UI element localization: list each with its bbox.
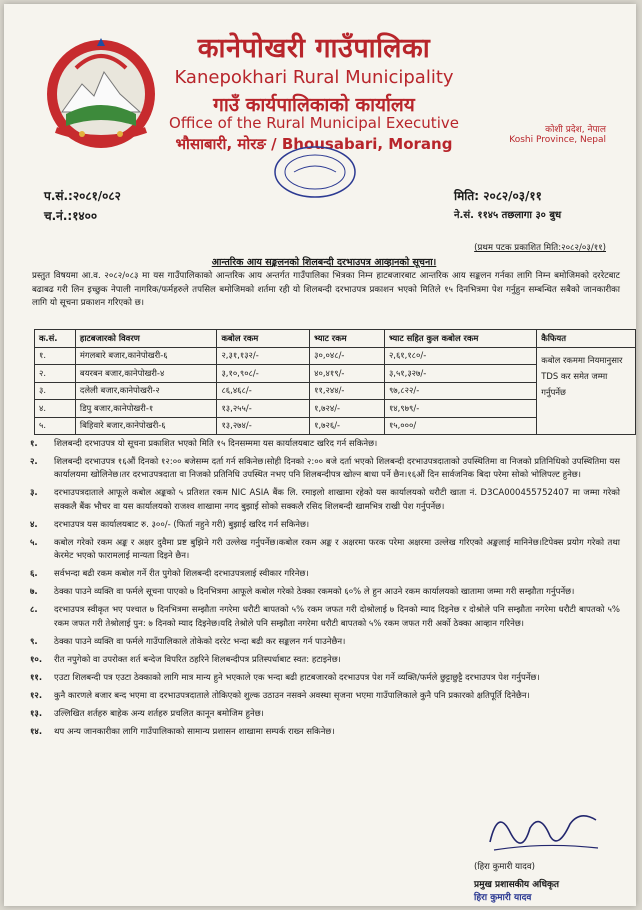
notice-title: आन्तरिक आय सङ्कलनको शिलबन्दी दरभाउपत्र आव्हानको सूचना। (211, 257, 437, 268)
handwritten-signature-icon (484, 802, 604, 860)
condition-number: २. (30, 457, 38, 467)
condition-number: ९. (30, 636, 38, 647)
cell-sn: ५. (35, 417, 76, 435)
condition-text: शिलबन्दी दरभाउपत्र यो सूचना प्रकाशित भएको मिति १५ दिनसम्ममा यस कार्यालयबाट खरिद गर्न सकिनेछ। (54, 439, 378, 449)
condition-number: १०. (30, 654, 43, 665)
col-remark: कैफियत (537, 330, 636, 348)
nepal-emblem-icon (42, 34, 160, 152)
condition-text: दरभाउपत्रदाताले आफूले कबोल अङ्कको ५ प्रतिशत रकम NIC ASIA बैंक लि. रमाइलो शाखामा रहेको यस कार्यालयको धरौटी खाता नं. D3CA000455752407 मा जम्मा गरेको सक्कलै बैंक भौचर वा यस कार्यालयको राजश्व शाखामा नगद बुझाई सोको सक्कलै रसिद शिलबन्दी खामभित्र राखी पेश गर्नुपर्नेछ। (54, 488, 620, 512)
reference-numbers (44, 186, 121, 226)
table-header-row (35, 330, 636, 348)
condition-number: ११. (30, 672, 43, 683)
condition-text: ठेक्का पाउने व्यक्ति वा फर्मले सूचना पाएको ७ दिनभित्रमा आफूले कबोल गरेको ठेक्का रकमको ६०% ले हुन आउने रकम कार्यालयको खातामा जम्मा गरी सम्झौता गर्नुपर्नेछ। (54, 587, 575, 598)
condition-number: ३. (30, 488, 38, 499)
letter-number: प.सं.:२०८१/०८२ (44, 189, 121, 203)
signatory-stamp: हिरा कुमारी यादव (474, 893, 532, 903)
condition-text: कुनै कारणले बजार बन्द भएमा वा दरभाउपत्रदाताले तोकिएको शुल्क उठाउन नसक्ने अवस्था सृजना भएमा गाउँपालिकाले कुनै पनि प्रकारको क्षतिपूर्ति दिनेछैन। (54, 690, 530, 701)
condition-item (30, 654, 620, 667)
office-address: भौसाबारी, मोरङ / Bhousabari, Morang (175, 135, 453, 153)
cell-vat: ३०,०४८/- (310, 347, 385, 365)
condition-text: सर्वभन्दा बढी रकम कबोल गर्ने रीत पुगेको शिलबन्दी दरभाउपत्रलाई स्वीकार गरिनेछ। (54, 569, 309, 580)
condition-text: एउटा शिलबन्दी पत्र एउटा ठेक्काको लागि मात्र मान्य हुने भएकाले एक भन्दा बढी हाटबजारको दरभाउपत्र पेश गर्ने व्यक्ति/फर्मले छुट्टाछुट्टै दरभाउपत्र पेश गर्नुपर्नेछ। (54, 672, 540, 683)
condition-number: ६. (30, 569, 38, 580)
table-row (35, 347, 636, 365)
cell-bid: १३,२५५/- (217, 400, 310, 418)
cell-sn: ३. (35, 382, 76, 400)
condition-item (30, 586, 620, 599)
province-en: Koshi Province, Nepal (509, 135, 606, 145)
condition-item (30, 604, 620, 631)
condition-item (30, 672, 620, 685)
conditions-list (30, 438, 620, 744)
date-block (454, 186, 604, 226)
cell-sn: १. (35, 347, 76, 365)
condition-number: १. (30, 439, 38, 449)
condition-item (30, 519, 620, 532)
municipality-name-np: कानेपोखरी गाउँपालिका (197, 33, 431, 64)
condition-item (30, 708, 620, 721)
col-market: हाटबजारको विवरण (75, 330, 217, 348)
first-published-date: (प्रथम पटक प्रकाशित मिति:२०८२/०३/११) (474, 243, 606, 253)
condition-text: शिलबन्दी दरभाउपत्र १६औं दिनको १२:०० बजेसम्म दर्ता गर्न सकिनेछ।सोही दिनको २:०० बजे दर्ता भएको शिलबन्दी दरभाउपत्रदाताको उपस्थितिमा वा निजको प्रतिनिधिको उपस्थितिमा यस कार्यालयमा खोलिनेछ।तर दरभाउपत्रदाता वा निजको प्रतिनिधि उपस्थित नभए पनि शिलबन्दीपत्र खोल्न बाधा पर्ने छैन।१६औं दिन सार्वजनिक बिदा परेमा सोको भोलिपल्ट हुनेछ। (54, 457, 620, 481)
condition-number: ८. (30, 605, 38, 616)
date-np: मिति: २०८२/०३/११ (454, 189, 542, 203)
condition-text: कबोल गरेको रकम अङ्क र अक्षर दुवैमा प्रष्ट बुझिने गरी उल्लेख गर्नुपर्नेछ।कबोल रकम अङ्क र अक्षरमा फरक परेमा अक्षरमा उल्लेख गरिएको अङ्कलाई मानिनेछ।टिपेक्स प्रयोग गरेको तथा केरमेट भएको फारामलाई मान्यता दिइने छैन। (54, 537, 620, 562)
market-bid-table (34, 329, 636, 435)
cell-market: मंगलबारे बजार,कानेपोखरी-६ (75, 347, 217, 365)
condition-text: ठेक्का पाउने व्यक्ति वा फर्मले गाउँपालिकाले तोकेको दररेट भन्दा बढी कर सङ्कलन गर्न पाउनेछैन। (54, 636, 346, 647)
condition-item (30, 636, 620, 649)
condition-text: उल्लिखित शर्तहरु बाहेक अन्य शर्तहरु प्रचलित कानून बमोजिम हुनेछ। (54, 708, 264, 719)
condition-text: थप अन्य जानकारीका लागि गाउँपालिकाको सामान्य प्रशासन शाखामा सम्पर्क राख्न सकिनेछ। (54, 726, 335, 737)
condition-item (30, 537, 620, 564)
office-name-en: Office of the Rural Municipal Executive (169, 114, 459, 132)
condition-number: १२. (30, 690, 43, 701)
col-bid-amount: कबोल रकम (217, 330, 310, 348)
signatory-name: (हिरा कुमारी यादव) (474, 862, 535, 872)
signatory-title: प्रमुख प्रशासकीय अधिकृत (474, 880, 560, 890)
col-sn: क.सं. (35, 330, 76, 348)
cell-market: डिपु बजार,कानेपोखरी-१ (75, 400, 217, 418)
cell-vat: ११,२४४/- (310, 382, 385, 400)
condition-number: ४. (30, 519, 38, 530)
cell-total: ३,५१,३२७/- (384, 365, 536, 383)
condition-item (30, 487, 620, 514)
condition-text: रीत नपुगेको वा उपरोक्त शर्त बन्देज विपरित ठहरिने शिलबन्दीपत्र प्रतिस्पर्धाबाट स्वत: हटाइनेछ। (54, 654, 341, 665)
condition-text: दरभाउपत्र स्वीकृत भए पश्चात ७ दिनभित्रमा सम्झौता नगरेमा धरौटी बापतको ५% रकम जफत गरी दोश्रोलाई ७ दिनको म्याद दिइनेछ र दोश्रोले पनि सम्झौता नगरेमा धरौटी बापतको ५% रकम जफत गरी तेश्रोलाई पुन: ७ दिनको म्याद दिइनेछ।यदि तेश्रोले पनि सम्झौता नगरेमा धरौटी बापतको ५% रकम जफत गरी अर्को ठेक्का आव्हान गरिनेछ। (54, 605, 620, 629)
col-total: भ्याट सहित कुल कबोल रकम (384, 330, 536, 348)
cell-sn: ४. (35, 400, 76, 418)
dispatch-number: च.नं.:१४०० (44, 209, 98, 223)
condition-number: १३. (30, 708, 43, 719)
cell-total: ९७,८२२/- (384, 382, 536, 400)
cell-bid: १३,२७४/- (217, 417, 310, 435)
condition-item (30, 456, 620, 483)
col-vat: भ्याट रकम (310, 330, 385, 348)
cell-total: १४,९७९/- (384, 400, 536, 418)
province-np: कोशी प्रदेश, नेपाल (545, 125, 606, 135)
condition-item (30, 690, 620, 703)
cell-market: बयरबन बजार,कानेपोखरी-४ (75, 365, 217, 383)
cell-bid: २,३१,१३२/- (217, 347, 310, 365)
cell-market: बिहिवारे बजार,कानेपोखरी-६ (75, 417, 217, 435)
office-name-np: गाउँ कार्यपालिकाको कार्यालय (213, 94, 415, 116)
cell-total: १५,०००/ (384, 417, 536, 435)
cell-vat: ४०,४१९/- (310, 365, 385, 383)
condition-text: दरभाउपत्र यस कार्यालयबाट रु. ३००/- (फिर्ता नहुने गरी) बुझाई खरिद गर्न सकिनेछ। (54, 519, 310, 530)
date-nepal-sambat: ने.सं. ११४५ तछलागा ३० बुध (454, 210, 562, 221)
cell-vat: १,७२६/- (310, 417, 385, 435)
condition-item (30, 568, 620, 581)
condition-number: ७. (30, 587, 38, 598)
notice-sheet (4, 4, 636, 906)
condition-number: ५. (30, 537, 38, 548)
cell-market: दलेली बजार,कानेपोखरी-२ (75, 382, 217, 400)
condition-number: १४. (30, 726, 43, 737)
cell-bid: ३,१०,९०८/- (217, 365, 310, 383)
municipality-name-en: Kanepokhari Rural Municipality (174, 67, 454, 88)
office-stamp-icon (272, 144, 358, 200)
cell-sn: २. (35, 365, 76, 383)
cell-total: २,६१,१८०/- (384, 347, 536, 365)
intro-paragraph: प्रस्तुत विषयमा आ.व. २०८२/०८३ मा यस गाउँपालिकाको आन्तरिक आय अन्तर्गत गाउँपालिका भित्रका निम्न हाटबजारबाट आन्तरिक आय सङ्कलन गर्नका लागि निम्न बमोजिमको दररेटबाट बढाबढ गरी लिन इच्छुक नेपाली नागरिक/फर्महरुले तपसिल बमोजिमको शर्तमा रही यो शिलबन्दी दरभाउपत्र प्रकाशन भएको मितिले १५ दिनभित्रमा पेश गर्नुहुन सम्बन्धित सबैको जानकारीका लागि यो सूचना प्रकाशन गरिएको छ। (32, 271, 620, 308)
condition-item (30, 438, 620, 451)
condition-item (30, 726, 620, 739)
cell-bid: ८६,४६८/- (217, 382, 310, 400)
cell-remark: कबोल रकममा नियमानुसार TDS कर समेत जम्मा गर्नुपर्नेछ (537, 347, 636, 435)
cell-vat: १,७२४/- (310, 400, 385, 418)
